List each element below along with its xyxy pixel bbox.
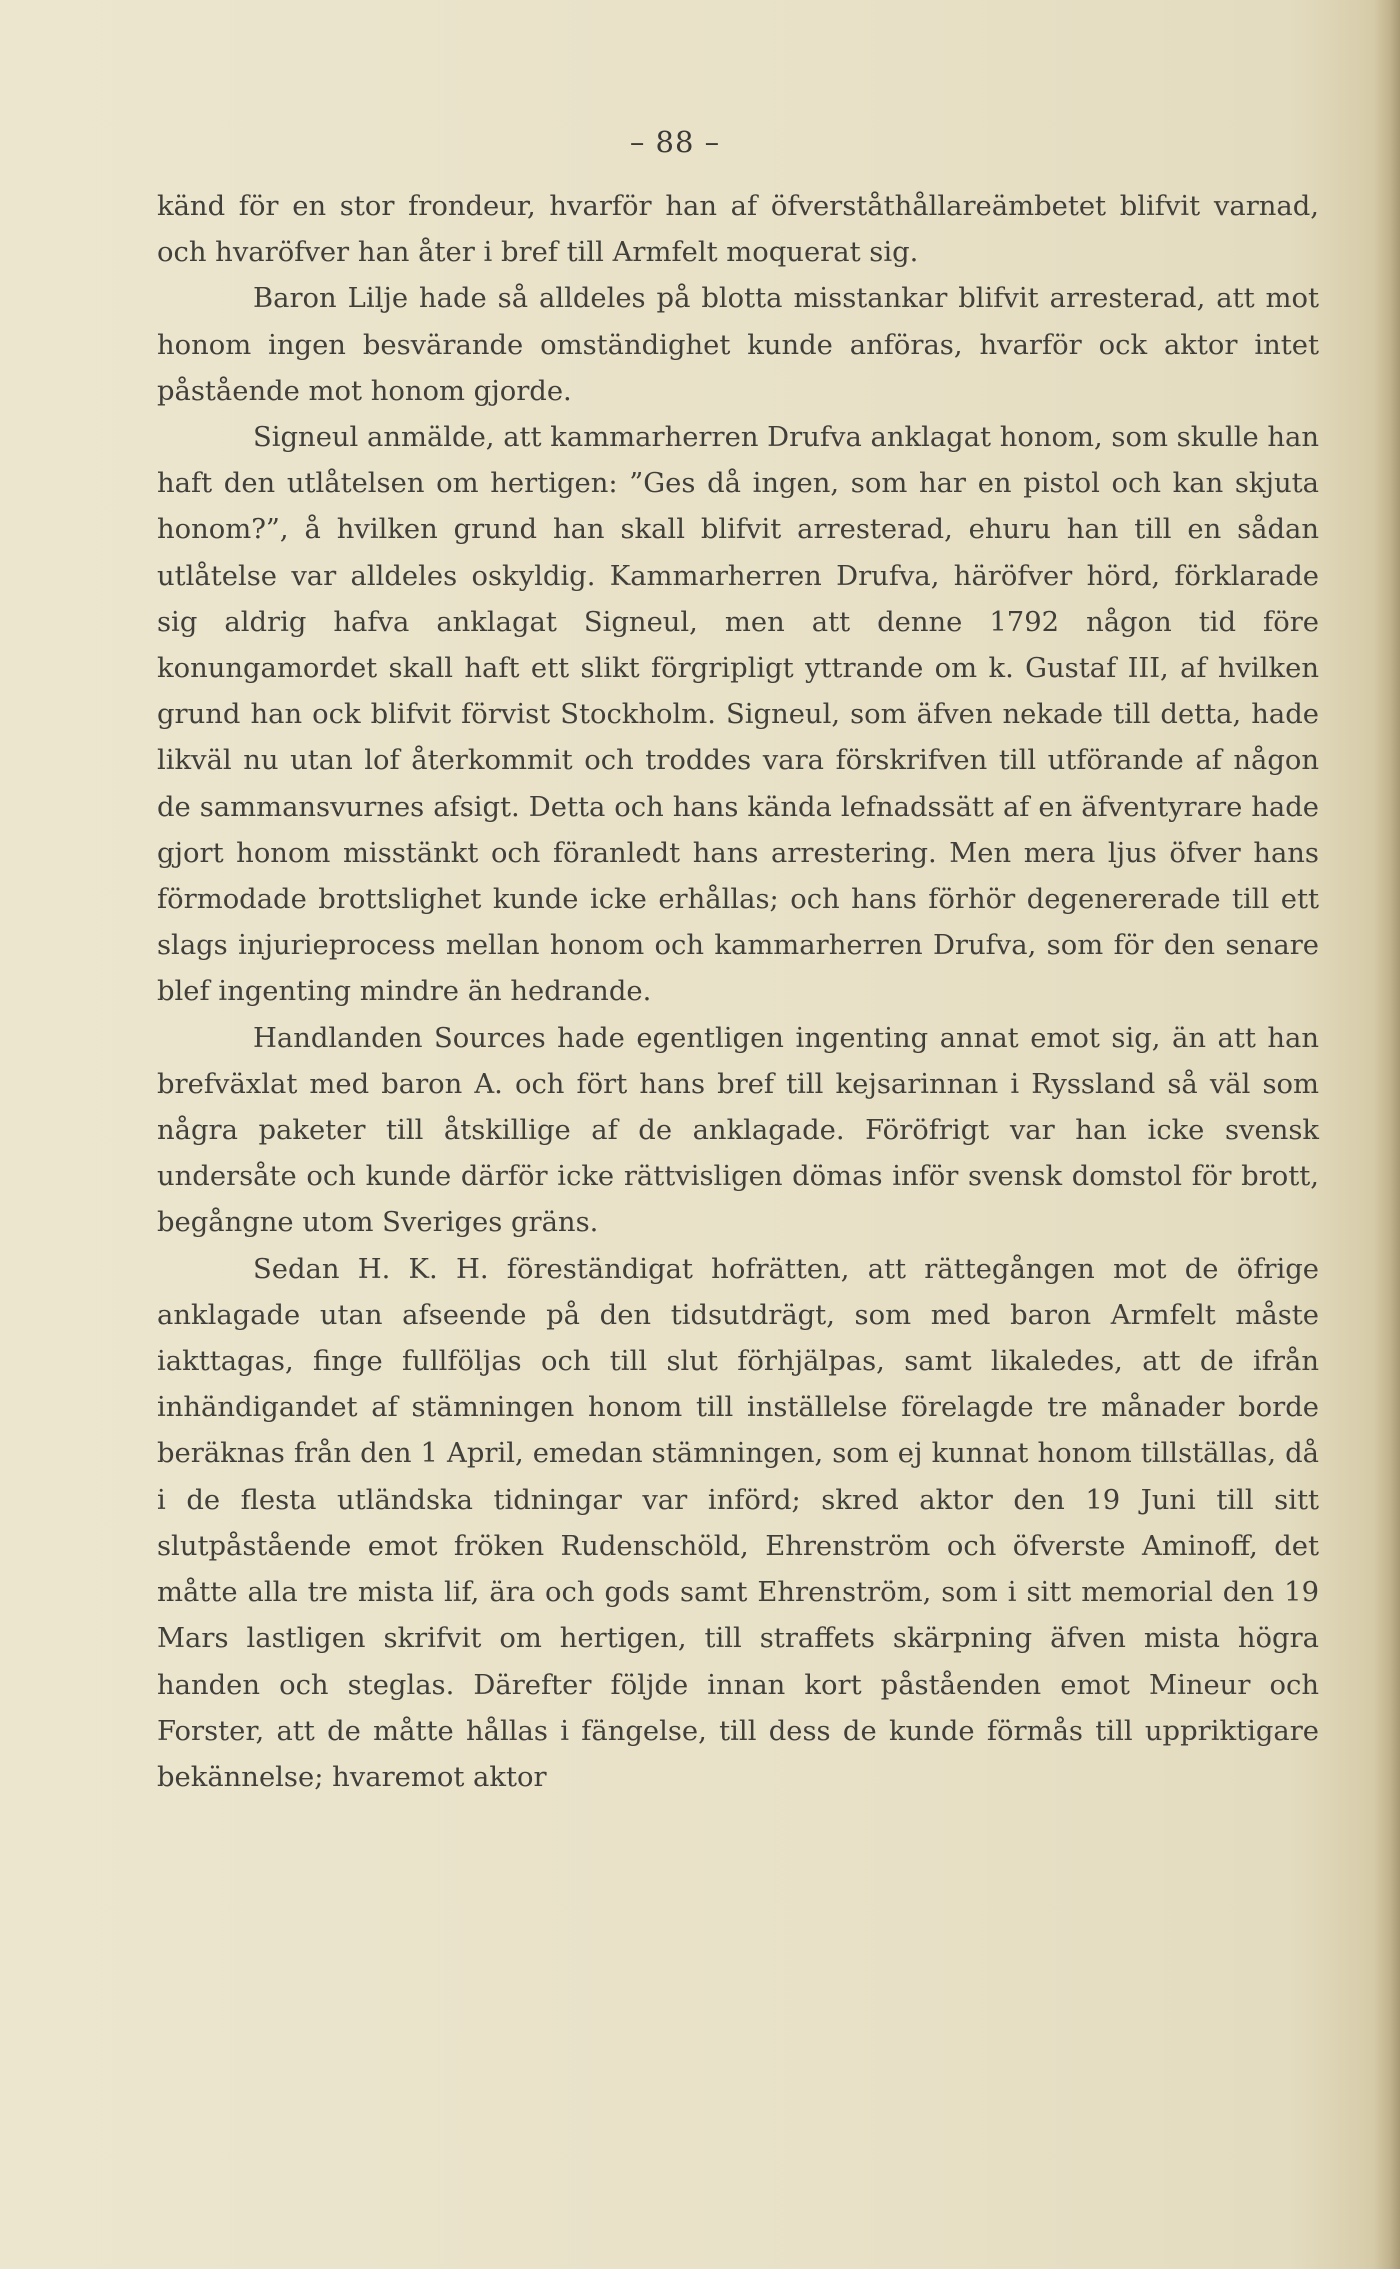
paragraph-sources: Handlanden Sources hade egentligen ingenting annat emot sig, än att han brefväxlat med baron A. och fört hans bref till kejsarinnan i Ryssland så väl som några paketer till åtskillige af de anklagade. Föröfrigt var han icke svensk undersåte och kunde därför icke rättvisligen dömas inför svensk domstol för brott, begångne utom Sveriges gräns.	[157, 1022, 1319, 1239]
body-text	[157, 184, 1319, 1801]
page-edge-shadow	[1374, 0, 1400, 2269]
paragraph-signeul: Signeul anmälde, att kammarherren Drufva anklagat honom, som skulle han haft den utlåtelsen om hertigen: ”Ges då ingen, som har en pistol och kan skjuta honom?”, å hvilken grund han skall blifvit arresterad, ehuru han till en sådan utlåtelse var alldeles oskyldig. Kammarherren Drufva, häröfver hörd, förklarade sig aldrig hafva anklagat Signeul, men att denne 1792 någon tid före konungamordet skall haft ett slikt förgripligt yttrande om k. Gustaf III, af hvilken grund han ock blifvit förvist Stockholm. Signeul, som äfven nekade till detta, hade likväl nu utan lof återkommit och troddes vara förskrifven till utförande af någon de sammansvurnes afsigt. Detta och hans kända lefnadssätt af en äfventyrare hade gjort honom misstänkt och föranledt hans arrestering. Men mera ljus öfver hans förmodade brottslighet kunde icke erhållas; och hans förhör degenererade till ett slags injurieprocess mellan honom och kammarherren Drufva, som för den senare blef ingenting mindre än hedrande.	[157, 422, 1319, 1008]
paragraph-continuation: känd för en stor frondeur, hvarför han af öfverståthållareämbetet blifvit varnad, och hvaröfver han åter i bref till Armfelt moquerat sig.	[157, 191, 1319, 269]
page-number: – 88 –	[629, 125, 721, 159]
paragraph-baron-lilje: Baron Lilje hade så alldeles på blotta misstankar blifvit arresterad, att mot honom ingen besvärande omständighet kunde anföras, hvarför ock aktor intet påstående mot honom gjorde.	[157, 283, 1319, 407]
paragraph-hofratten: Sedan H. K. H. föreständigat hofrätten, att rättegången mot de öfrige anklagade utan afseende på den tidsutdrägt, som med baron Armfelt måste iakttagas, finge fullföljas och till slut förhjälpas, samt likaledes, att de ifrån inhändigandet af stämningen honom till inställelse förelagde tre månader borde beräknas från den 1 April, emedan stämningen, som ej kunnat honom tillställas, då i de flesta utländska tidningar var införd; skred aktor den 19 Juni till sitt slutpåstående emot fröken Rudenschöld, Ehrenström och öfverste Aminoff, det måtte alla tre mista lif, ära och gods samt Ehrenström, som i sitt memorial den 19 Mars lastligen skrifvit om hertigen, till straffets skärpning äfven mista högra handen och steglas. Därefter följde innan kort påståenden emot Mineur och Forster, att de måtte hållas i fängelse, till dess de kunde förmås till uppriktigare bekännelse; hvaremot aktor	[157, 1253, 1319, 1793]
